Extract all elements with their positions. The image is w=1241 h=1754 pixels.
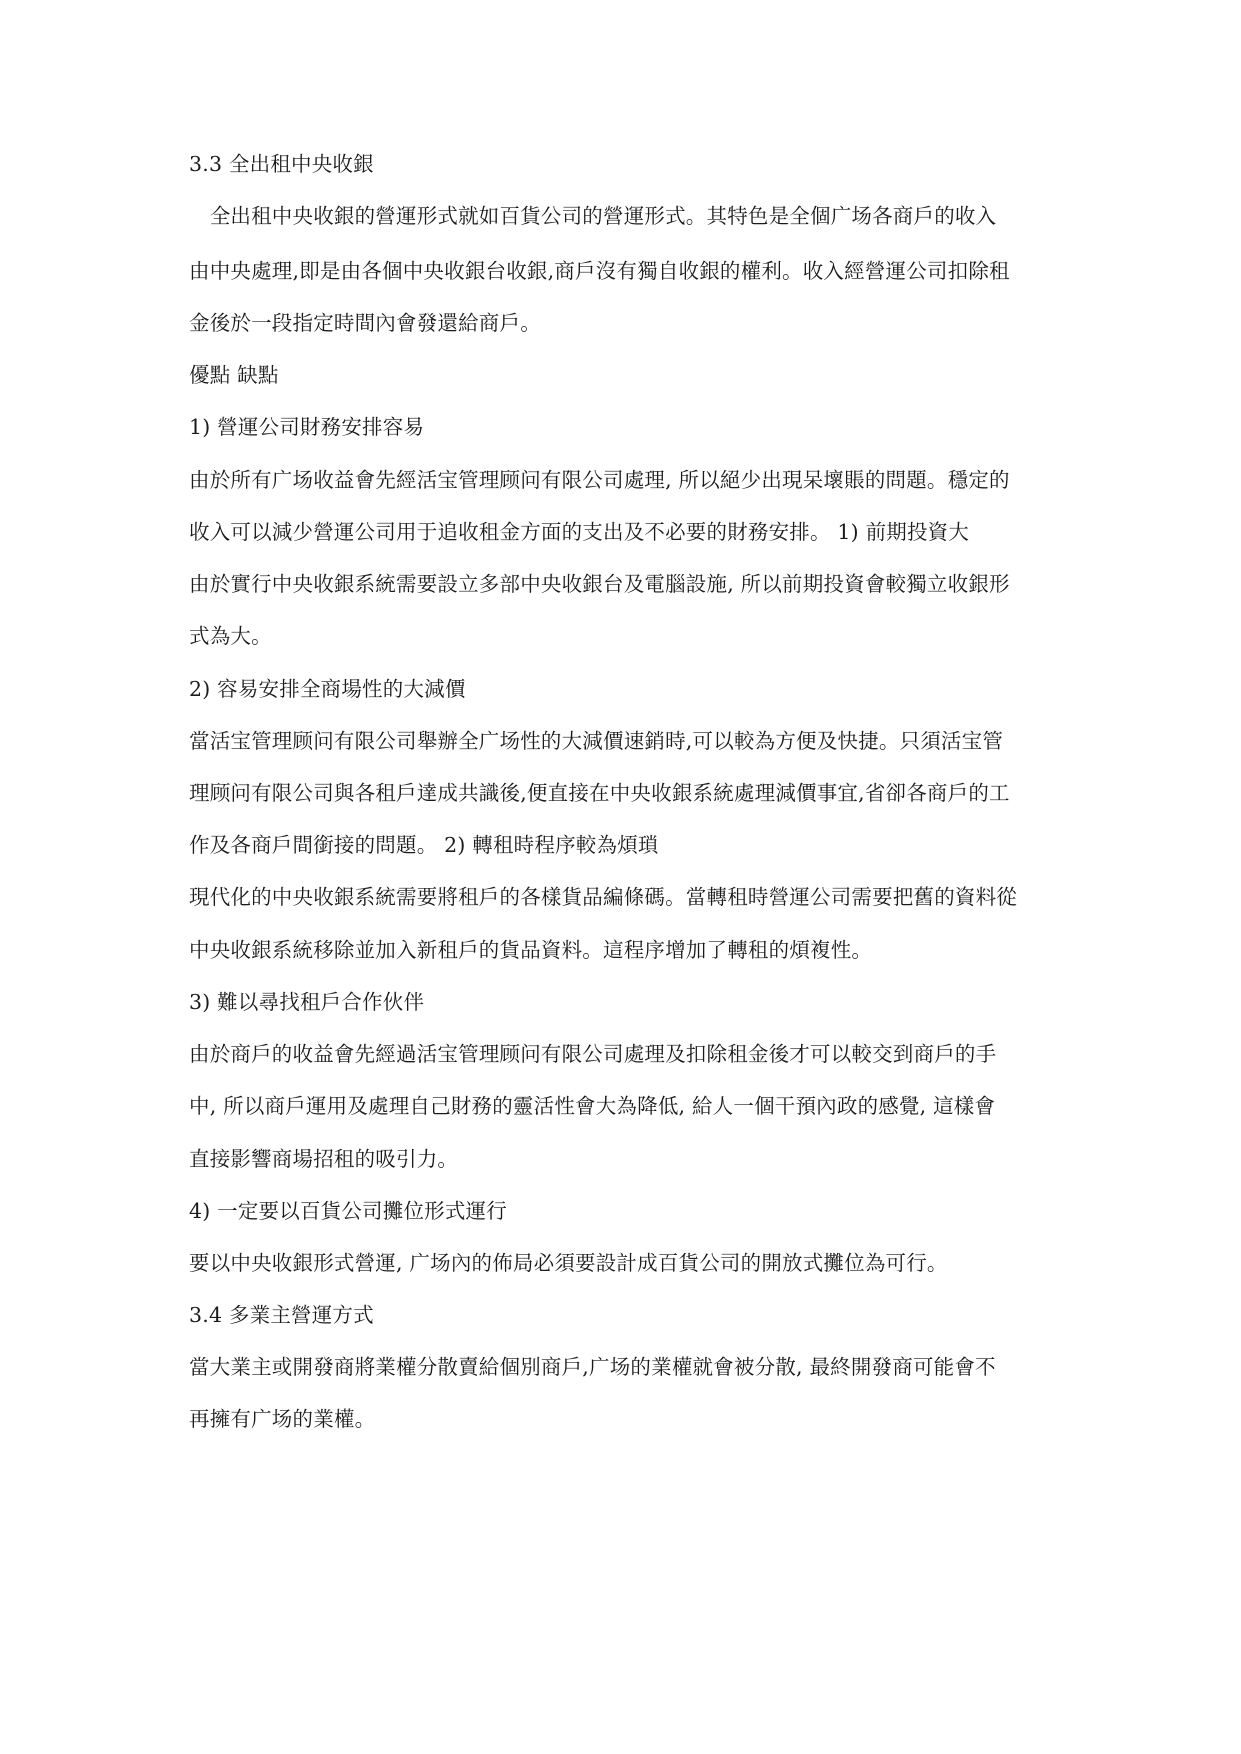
subheading-pros-cons: 優點 缺點 bbox=[189, 363, 279, 387]
list-item-heading: 2) 容易安排全商場性的大減價 bbox=[189, 677, 466, 701]
section-heading-3-4: 3.4 多業主營運方式 bbox=[189, 1303, 374, 1327]
paragraph-line: 當大業主或開發商將業權分散賣給個別商戶,广场的業權就會被分散, 最終開發商可能會不 bbox=[189, 1355, 996, 1379]
list-item-heading: 3) 難以尋找租戶合作伙伴 bbox=[189, 990, 425, 1014]
paragraph-line: 直接影響商場招租的吸引力。 bbox=[189, 1147, 459, 1171]
list-item-heading: 1) 營運公司財務安排容易 bbox=[189, 415, 425, 439]
paragraph-line: 全出租中央收銀的營運形式就如百貨公司的營運形式。其特色是全個广场各商戶的收入 bbox=[189, 204, 997, 228]
paragraph-line: 由於所有广场收益會先經活宝管理顾问有限公司處理, 所以絕少出現呆壞賬的問題。穩定的 bbox=[189, 468, 1010, 492]
paragraph-line: 收入可以減少營運公司用于追收租金方面的支出及不必要的財務安排。 1) 前期投資大 bbox=[189, 520, 970, 544]
paragraph-line: 由於實行中央收銀系統需要設立多部中央收銀台及電腦設施, 所以前期投資會較獨立收銀形 bbox=[189, 572, 1010, 596]
list-item-heading: 4) 一定要以百貨公司攤位形式運行 bbox=[189, 1199, 507, 1223]
paragraph-line: 要以中央收銀形式營運, 广场內的佈局必須要設計成百貨公司的開放式攤位為可行。 bbox=[189, 1251, 948, 1275]
paragraph-line: 由於商戶的收益會先經過活宝管理顾问有限公司處理及扣除租金後才可以較交到商戶的手 bbox=[189, 1042, 997, 1066]
paragraph-line: 理顾问有限公司與各租戶達成共識後,便直接在中央收銀系統處理減價事宜,省卻各商戶的工 bbox=[189, 781, 1010, 805]
paragraph-line: 再擁有广场的業權。 bbox=[189, 1407, 376, 1431]
paragraph-line: 式為大。 bbox=[189, 624, 272, 648]
paragraph-line: 由中央處理,即是由各個中央收銀台收銀,商戶沒有獨自收銀的權利。收入經營運公司扣除租 bbox=[189, 259, 1010, 283]
paragraph-line: 現代化的中央收銀系統需要將租戶的各樣貨品編條碼。當轉租時營運公司需要把舊的資料從 bbox=[189, 885, 1017, 909]
paragraph-line: 中央收銀系統移除並加入新租戶的貨品資料。這程序增加了轉租的煩複性。 bbox=[189, 938, 873, 962]
paragraph-line: 中, 所以商戶運用及處理自己財務的靈活性會大為降低, 給人一個干預內政的感覺, 這樣會 bbox=[189, 1094, 996, 1118]
section-heading-3-3: 3.3 全出租中央收銀 bbox=[189, 152, 374, 176]
paragraph-line: 金後於一段指定時間內會發還給商戶。 bbox=[189, 311, 541, 335]
paragraph-line: 當活宝管理顾问有限公司舉辦全广场性的大減價速銷時,可以較為方便及快捷。只須活宝管 bbox=[189, 729, 1004, 753]
paragraph-line: 作及各商戶間銜接的問題。 2) 轉租時程序較為煩瑣 bbox=[189, 833, 659, 857]
